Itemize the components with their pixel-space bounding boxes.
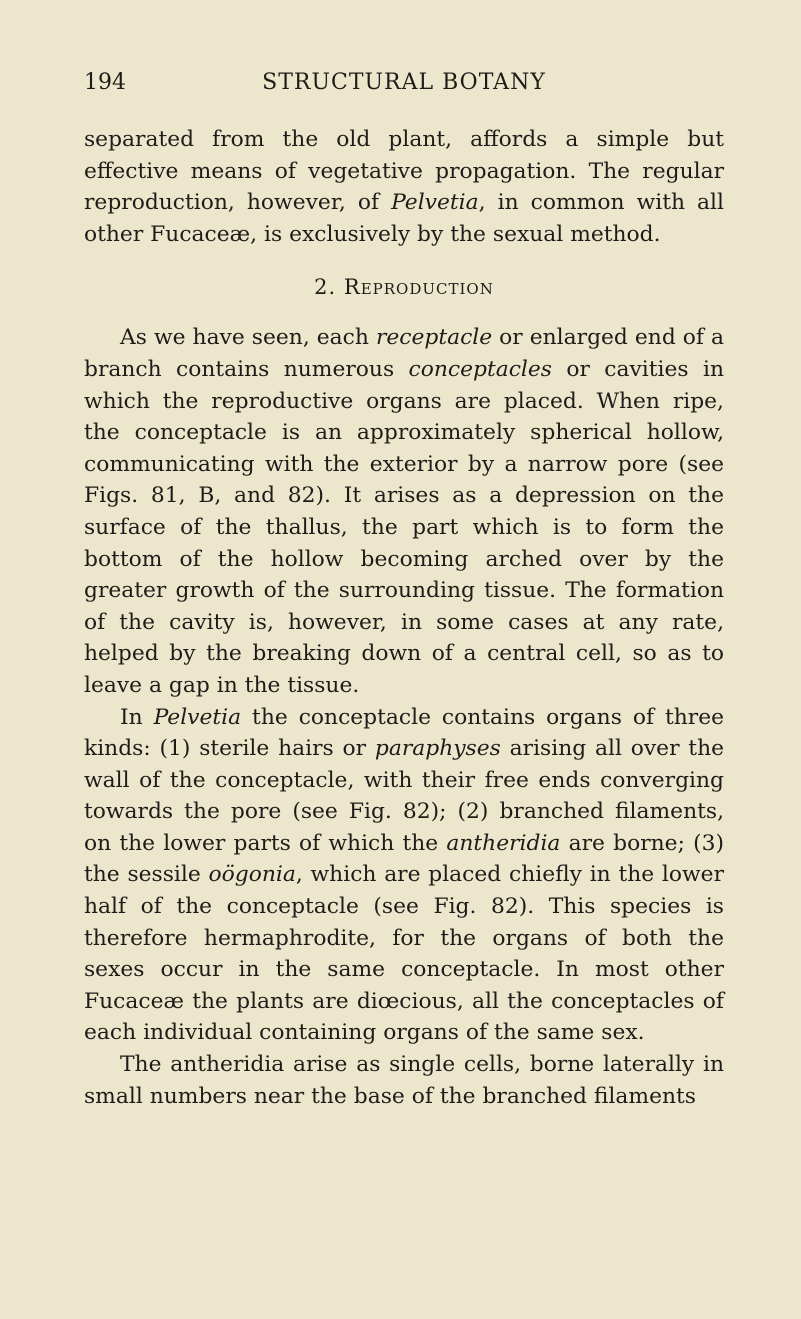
page-number: 194 [84, 70, 126, 95]
italic-term: oögonia [208, 862, 296, 888]
paragraph-continuation: separated from the old plant, affords a simple but effective means of vegetative propagation. The regular reproduction, however, of Pelvetia, in common with all other Fucaceæ, is exclusively by the sexual method. [84, 127, 724, 247]
section-number: 2. [314, 275, 337, 300]
section-title: Reproduction [343, 275, 494, 300]
italic-term: conceptacles [408, 356, 552, 382]
italic-term: paraphyses [374, 736, 501, 762]
paragraph-organs: In Pelvetia the conceptacle contains organs of three kinds: (1) sterile hairs or paraphyses arising all over the wall of the conceptacle, with their free ends converging towards the pore (see Fig. 82); (2) branched filaments, on the lower parts of which the antheridia are borne; (3) the sessile oögonia, which are placed chiefly in the lower half of the conceptacle (see Fig. 82). This species is therefore hermaphrodite, for the organs of both the sexes occur in the same conceptacle. In most other Fucaceæ the plants are diœcious, all the conceptacles of each individual containing organs of the same sex. [84, 704, 725, 1046]
paragraph-conceptacles: As we have seen, each receptacle or enlarged end of a branch contains numerous conceptacles or cavities in which the reproductive organs are placed. When ripe, the conceptacle is an approximately spherical hollow, communicating with the exterior by a narrow pore (see Figs. 81, B, and 82). It arises as a depression on the surface of the thallus, the part which is to form the bottom of the hollow becoming arched over by the greater growth of the surrounding tissue. The formation of the cavity is, however, in some cases at any rate, helped by the breaking down of a central cell, so as to leave a gap in the tissue. [84, 325, 725, 698]
italic-term: receptacle [375, 325, 493, 351]
paragraph-antheridia: The antheridia arise as single cells, borne laterally in small numbers near the base of the branched filaments [84, 1052, 724, 1109]
body-text [84, 124, 724, 1112]
running-title: STRUCTURAL BOTANY [262, 70, 546, 95]
section-heading [84, 273, 724, 301]
running-head [84, 68, 724, 98]
italic-term: antheridia [446, 830, 561, 856]
italic-term: Pelvetia [153, 704, 242, 730]
italic-term: Pelvetia [391, 190, 479, 216]
